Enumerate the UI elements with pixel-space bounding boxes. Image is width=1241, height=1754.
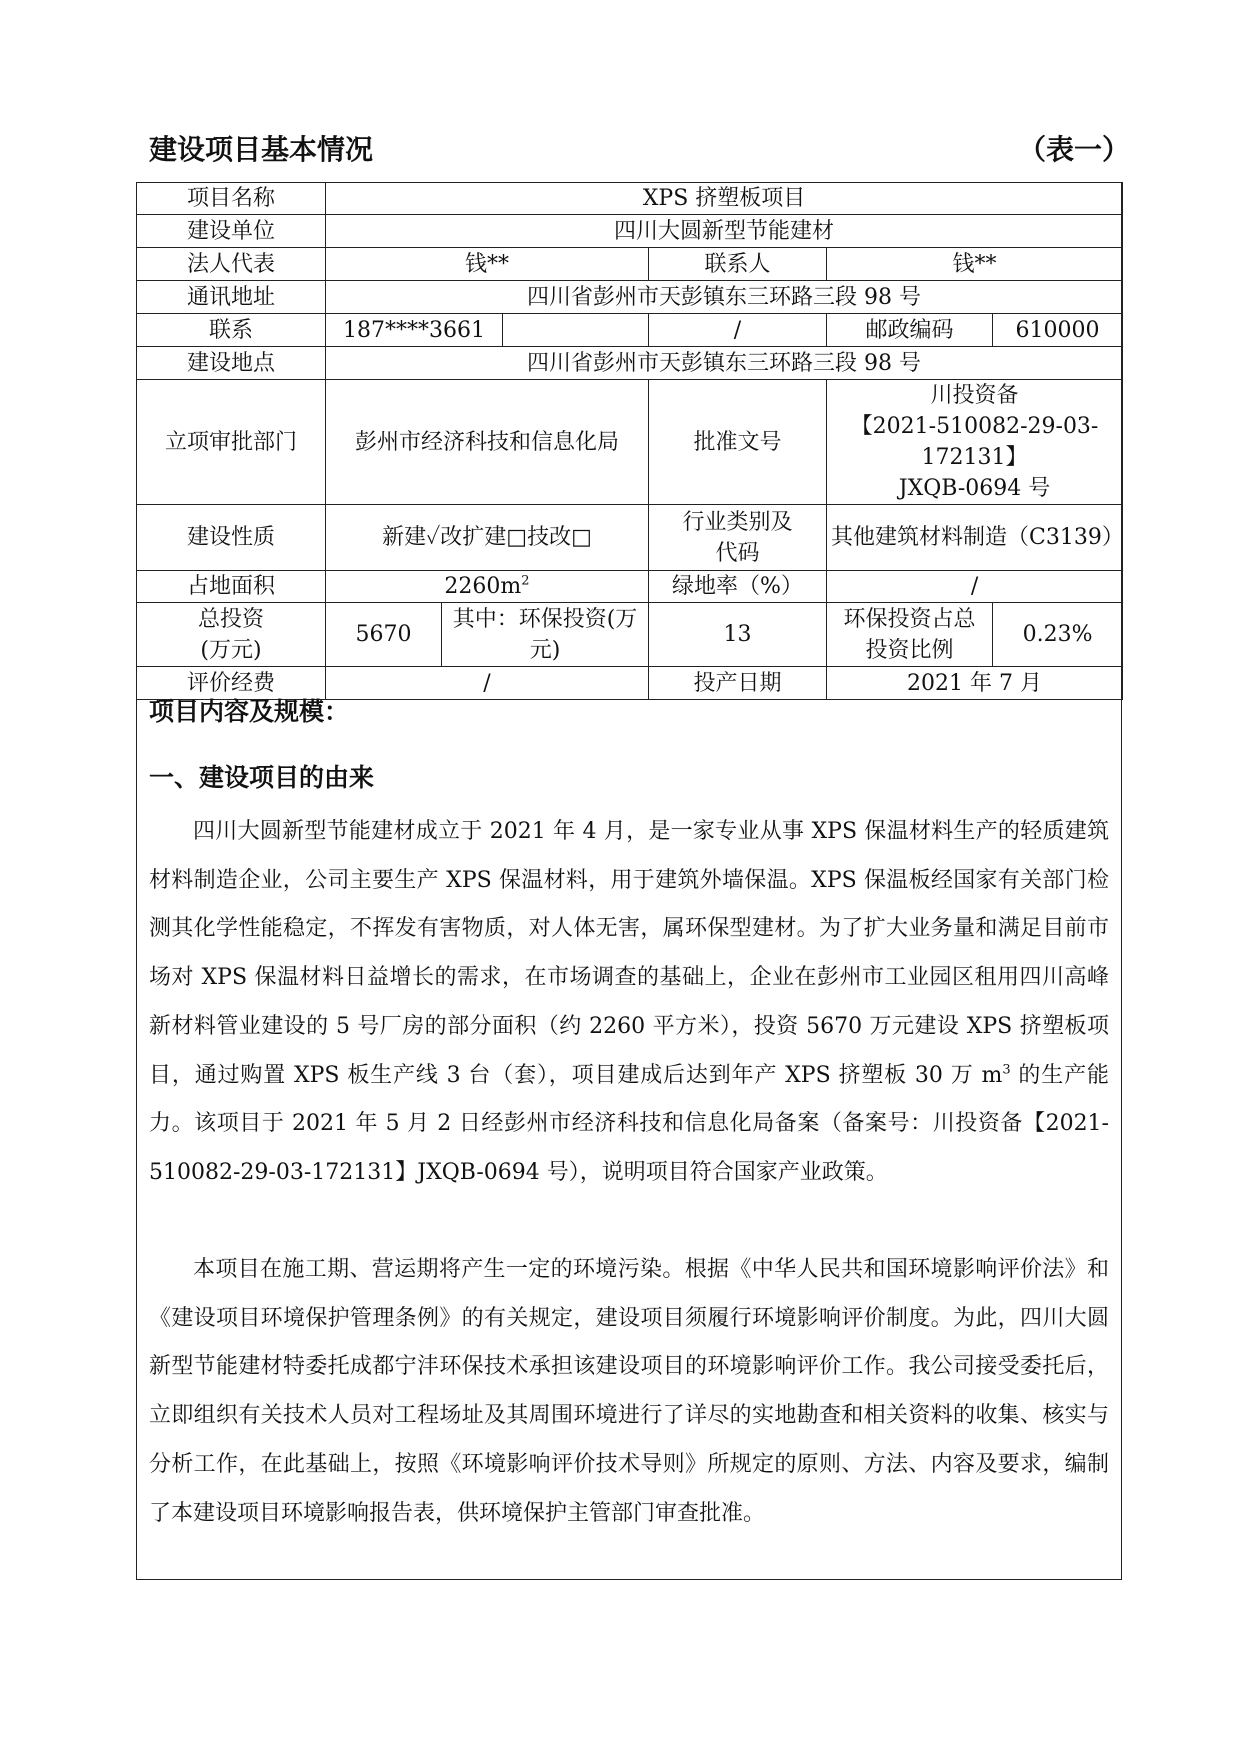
paragraph-origin-text-b: 的生产能力。该项目于 2021 年 5 月 2 日经彭州市经济科技和信息化局备案（备案号：川投资备【2021-510082-29-03-172131】JXQB-0694 号），说明项目符合国家产业政策。 xyxy=(149,1062,1109,1185)
label-unit: 建设单位 xyxy=(137,215,326,248)
value-unit: 四川大圆新型节能建材 xyxy=(326,215,1123,248)
label-env-invest: 其中：环保投资(万元) xyxy=(442,603,649,667)
table-row xyxy=(137,314,1123,347)
cubic-unit-sup: 3 xyxy=(1002,1062,1011,1078)
label-address: 通讯地址 xyxy=(137,281,326,314)
label-green: 绿地率（%） xyxy=(649,571,827,603)
value-contact-person: 钱** xyxy=(827,248,1123,281)
table-row xyxy=(137,505,1123,571)
value-address: 四川省彭州市天彭镇东三环路三段 98 号 xyxy=(326,281,1123,314)
value-industry: 其他建筑材料制造（C3139） xyxy=(827,505,1123,571)
value-phone: 187****3661 xyxy=(326,314,503,347)
table-row xyxy=(137,603,1123,667)
value-phone-extra xyxy=(503,314,649,347)
value-nature: 新建✓改扩建□技改□ xyxy=(326,505,649,571)
label-start: 投产日期 xyxy=(649,667,827,700)
area-unit-sup: 2 xyxy=(521,573,530,589)
value-postcode: 610000 xyxy=(993,314,1123,347)
label-legal-rep: 法人代表 xyxy=(137,248,326,281)
value-env-ratio: 0.23% xyxy=(993,603,1123,667)
label-phone: 联系 xyxy=(137,314,326,347)
value-legal-rep: 钱** xyxy=(326,248,649,281)
label-area: 占地面积 xyxy=(137,571,326,603)
area-number: 2260m xyxy=(444,574,522,599)
approval-no-line3: JXQB-0694 号 xyxy=(898,476,1051,501)
table-row xyxy=(137,248,1123,281)
value-invest: 5670 xyxy=(326,603,442,667)
page-title: 建设项目基本情况 xyxy=(149,133,374,166)
paragraph-origin xyxy=(149,808,1109,1198)
table-row xyxy=(137,347,1123,380)
label-industry: 行业类别及代码 xyxy=(649,505,827,571)
label-postcode: 邮政编码 xyxy=(827,314,993,347)
table-row xyxy=(137,571,1123,603)
value-fee: / xyxy=(326,667,649,700)
paragraph-origin-text-a: 四川大圆新型节能建材成立于 2021 年 4 月，是一家专业从事 XPS 保温材料生产的轻质建筑材料制造企业，公司主要生产 XPS 保温材料，用于建筑外墙保温。XPS 保温板经国家有关部门检测其化学性能稳定，不挥发有害物质，对人体无害，属环保型建材。为了扩大业务量和满足目前市场对 XPS 保温材料日益增长的需求，在市场调查的基础上，企业在彭州市工业园区租用四川高峰新材料管业建设的 5 号厂房的部分面积（约 2260 平方米），投资 5670 万元建设 XPS 挤塑板项目，通过购置 XPS 板生产线 3 台（套），项目建成后达到年产 XPS 挤塑板 30 万 m xyxy=(149,819,1109,1088)
value-approval-no xyxy=(827,380,1123,505)
label-approval-no: 批准文号 xyxy=(649,380,827,505)
value-approval-dept: 彭州市经济科技和信息化局 xyxy=(326,380,649,505)
value-project-name: XPS 挤塑板项目 xyxy=(326,183,1123,215)
value-env-invest: 13 xyxy=(649,603,827,667)
label-nature: 建设性质 xyxy=(137,505,326,571)
section-heading-content-scale: 项目内容及规模： xyxy=(149,697,350,726)
label-site: 建设地点 xyxy=(137,347,326,380)
project-info-table xyxy=(136,182,1123,700)
value-start: 2021 年 7 月 xyxy=(827,667,1123,700)
value-green: / xyxy=(827,571,1123,603)
table-number-tag: （表一） xyxy=(1018,133,1131,166)
value-area xyxy=(326,571,649,603)
table-row xyxy=(137,281,1123,314)
approval-no-line1: 川投资备 xyxy=(930,383,1019,408)
table-row xyxy=(137,215,1123,248)
label-approval-dept: 立项审批部门 xyxy=(137,380,326,505)
label-invest: 总投资(万元) xyxy=(137,603,326,667)
paragraph-eia: 本项目在施工期、营运期将产生一定的环境污染。根据《中华人民共和国环境影响评价法》和《建设项目环境保护管理条例》的有关规定，建设项目须履行环境影响评价制度。为此，四川大圆新型节能建材特委托成都宁沣环保技术承担该建设项目的环境影响评价工作。我公司接受委托后，立即组织有关技术人员对工程场址及其周围环境进行了详尽的实地勘查和相关资料的收集、核实与分析工作，在此基础上，按照《环境影响评价技术导则》所规定的原则、方法、内容及要求，编制了本建设项目环境影响报告表，供环境保护主管部门审查批准。 xyxy=(149,1257,1109,1526)
approval-no-line2: 【2021-510082-29-03-172131】 xyxy=(850,414,1099,470)
value-fax: / xyxy=(649,314,827,347)
section-heading-origin: 一、建设项目的由来 xyxy=(149,763,375,792)
value-site: 四川省彭州市天彭镇东三环路三段 98 号 xyxy=(326,347,1123,380)
table-row xyxy=(137,183,1123,215)
label-project-name: 项目名称 xyxy=(137,183,326,215)
table-row xyxy=(137,380,1123,505)
label-fee: 评价经费 xyxy=(137,667,326,700)
label-env-ratio: 环保投资占总投资比例 xyxy=(827,603,993,667)
label-contact-person: 联系人 xyxy=(649,248,827,281)
